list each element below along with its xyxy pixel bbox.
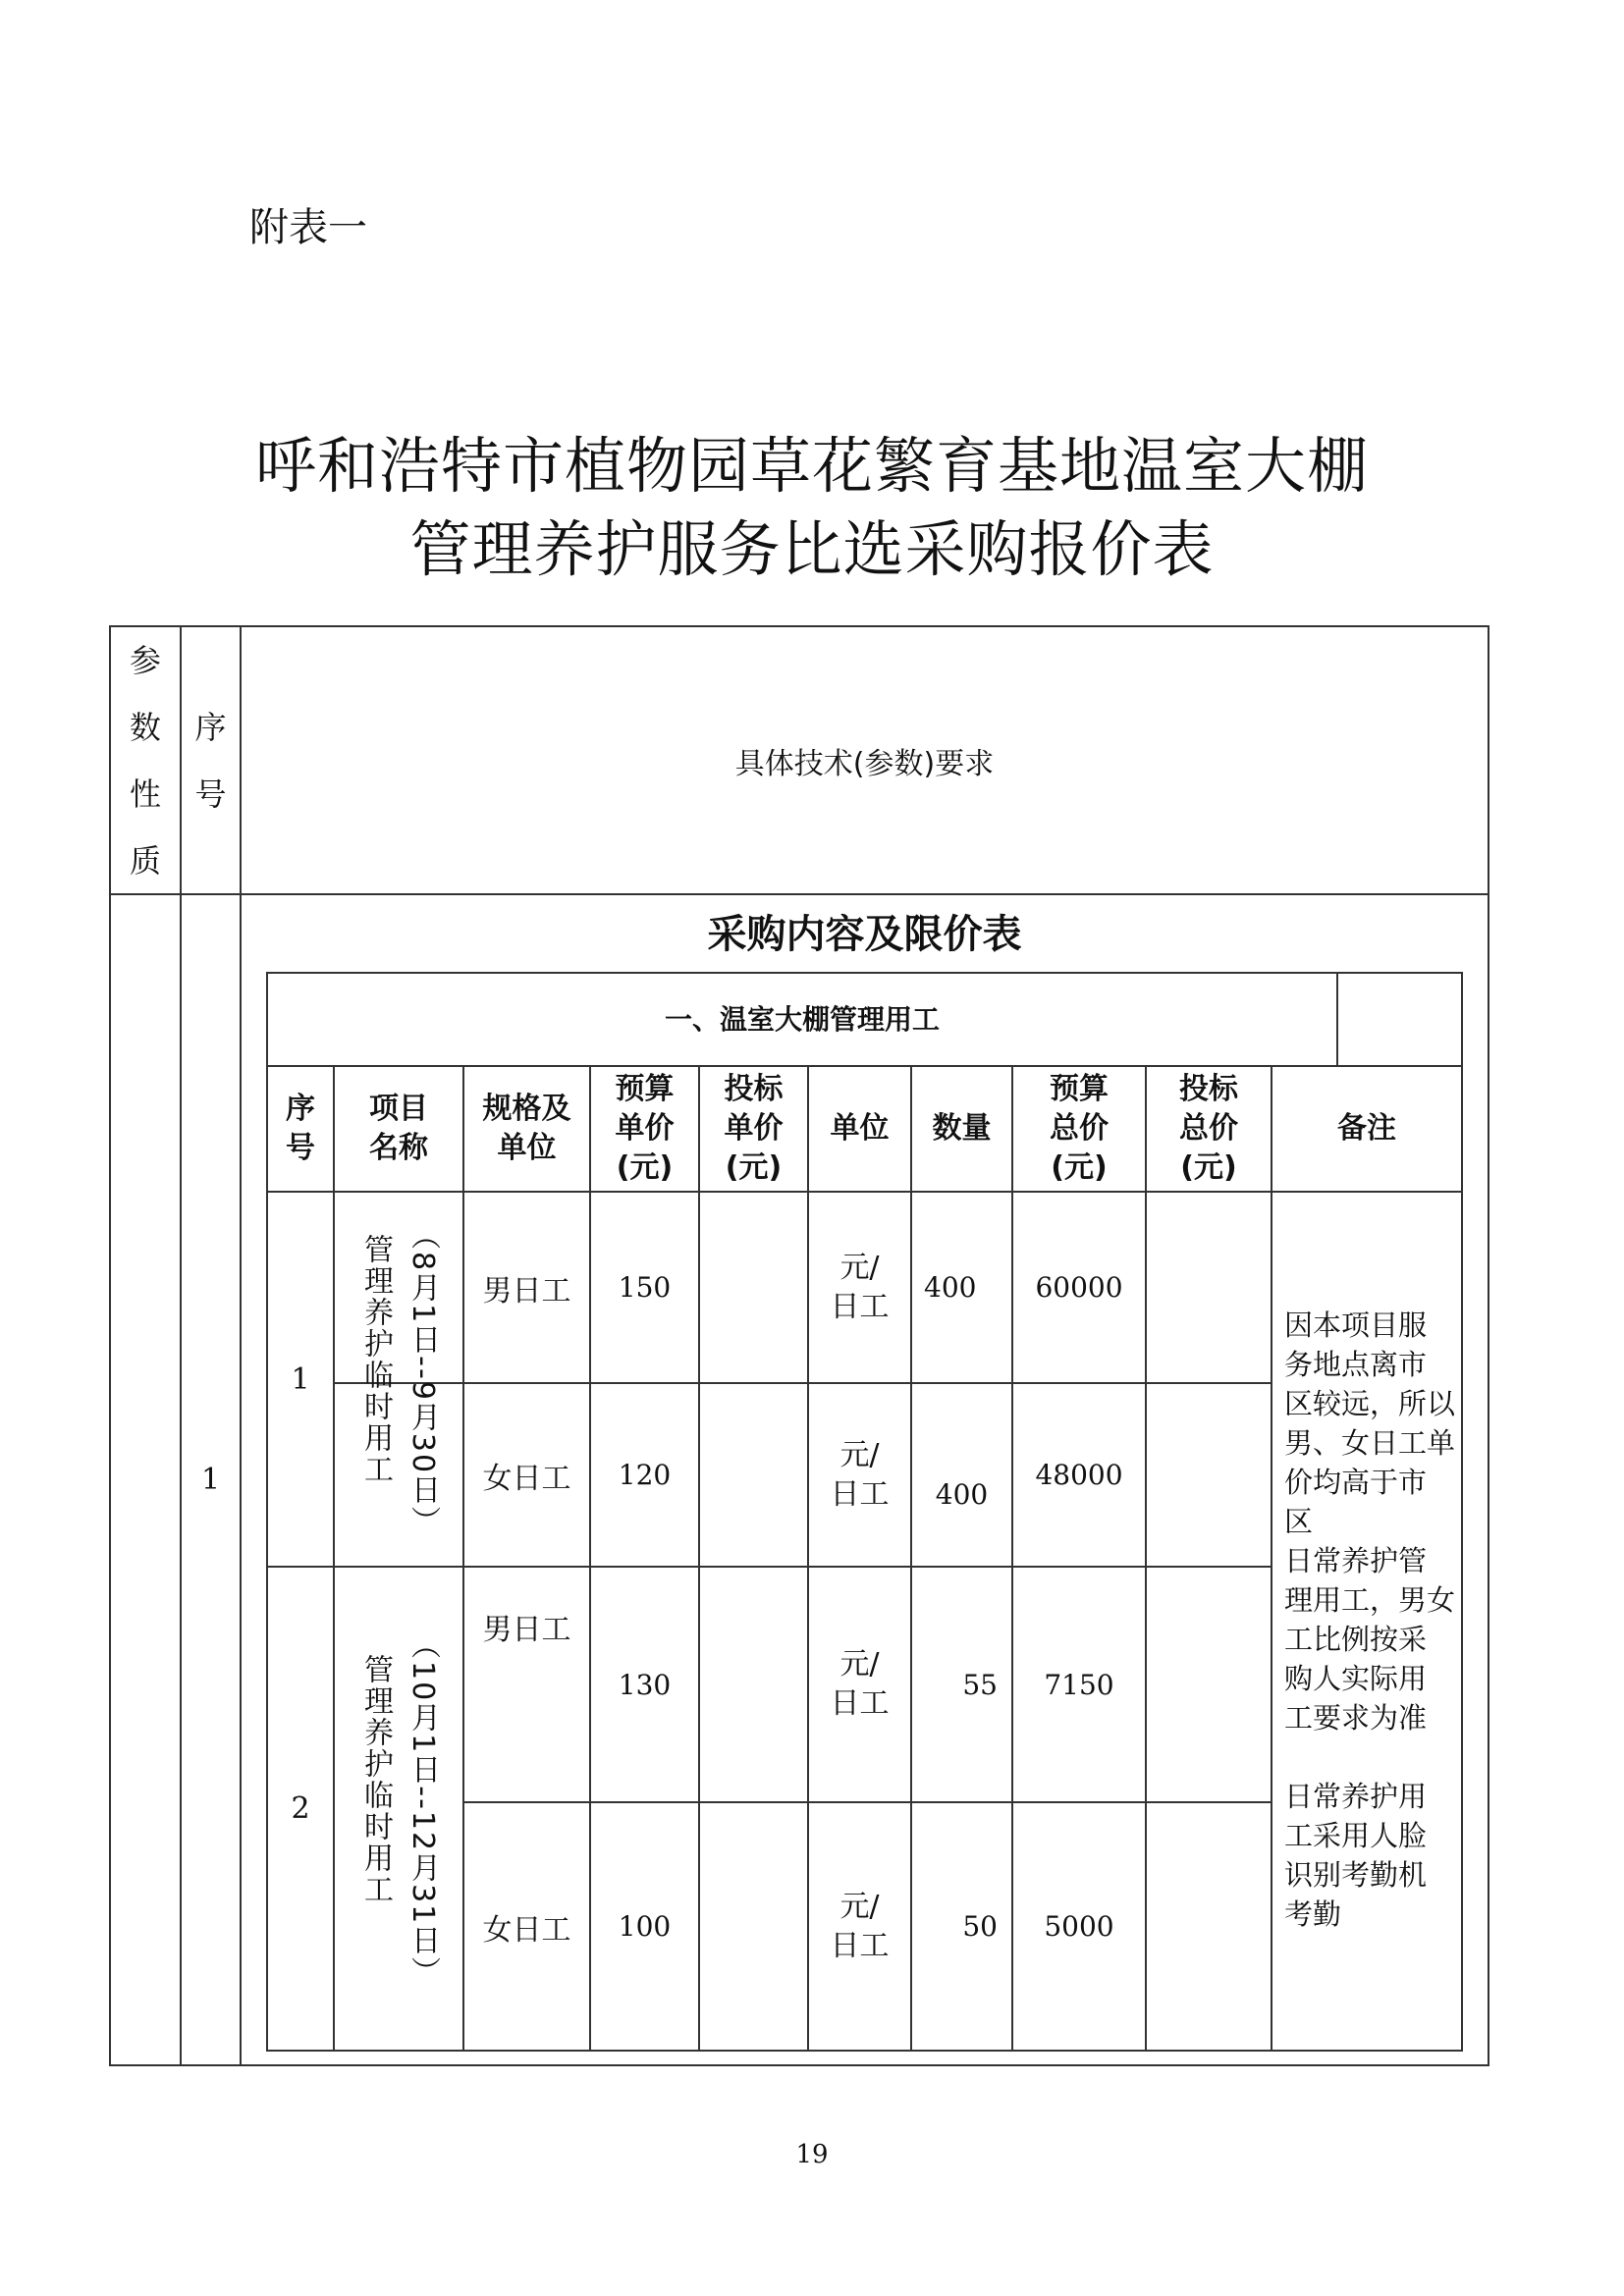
cell-bid-unit-price[interactable]	[700, 1568, 807, 1801]
header-char: 参	[129, 641, 161, 679]
cell-bid-total[interactable]	[1147, 1384, 1271, 1566]
cell-unit: 元/ 日工	[830, 1437, 890, 1512]
cell-spec: 男日工	[482, 1273, 571, 1308]
section-title: 一、温室大棚管理用工	[664, 1002, 940, 1036]
inner-bottom-border	[266, 2050, 1463, 2052]
col-header-remark: 备注	[1337, 1111, 1396, 1146]
cell-quantity: 55	[962, 1668, 998, 1701]
cell-budget-unit-price: 150	[618, 1271, 672, 1304]
cell-quantity: 50	[962, 1910, 998, 1943]
cell-spec: 女日工	[482, 1912, 571, 1948]
col-header-bid-unit-price: 投标 单价 (元)	[724, 1072, 784, 1185]
cell-budget-total: 5000	[1044, 1910, 1114, 1943]
col-header-bid-total: 投标 总价 (元)	[1179, 1072, 1238, 1185]
appendix-label: 附表一	[249, 205, 367, 250]
header-char: 数	[129, 708, 161, 746]
cell-unit: 元/ 日工	[830, 1647, 890, 1721]
cell-quantity: 400	[924, 1271, 977, 1304]
group-name	[335, 1568, 462, 2050]
cell-bid-total[interactable]	[1147, 1568, 1271, 1801]
outer-header-divider	[109, 893, 1489, 895]
header-param-nature	[111, 627, 180, 893]
col-header-budget-total: 预算 总价 (元)	[1050, 1072, 1109, 1185]
cell-bid-unit-price[interactable]	[700, 1803, 807, 2050]
cell-bid-total[interactable]	[1147, 1193, 1271, 1382]
document-title-line2: 管理养护服务比选采购报价表	[409, 513, 1215, 585]
inner-right-border	[1461, 972, 1463, 2052]
page-number: 19	[795, 2140, 829, 2169]
group-seq: 1	[291, 1362, 310, 1397]
group-seq: 2	[291, 1791, 310, 1826]
cell-budget-total: 48000	[1035, 1459, 1123, 1491]
col-header-unit: 单位	[830, 1111, 890, 1146]
header-char: 质	[129, 841, 161, 880]
cell-bid-unit-price[interactable]	[700, 1384, 807, 1566]
cell-budget-total: 60000	[1035, 1271, 1123, 1304]
cell-spec: 女日工	[482, 1461, 571, 1496]
outer-row-seq: 1	[200, 1463, 221, 1497]
cell-budget-unit-price: 100	[618, 1910, 672, 1943]
inner-col-divider	[1271, 1065, 1272, 2052]
header-char: 序	[194, 708, 227, 746]
col-header-quantity: 数量	[932, 1111, 992, 1146]
col-header-name: 项目 名称	[369, 1092, 428, 1165]
cell-budget-total: 7150	[1044, 1668, 1114, 1701]
header-char: 性	[129, 774, 161, 813]
cell-budget-unit-price: 120	[618, 1459, 672, 1491]
outer-right-border	[1488, 625, 1489, 2066]
col-header-seq: 序 号	[286, 1092, 315, 1165]
cell-unit: 元/ 日工	[830, 1889, 890, 1963]
cell-bid-unit-price[interactable]	[700, 1193, 807, 1382]
header-char: 号	[194, 774, 227, 813]
col-header-spec: 规格及 单位	[482, 1092, 571, 1165]
cell-unit: 元/ 日工	[830, 1250, 890, 1324]
cell-budget-unit-price: 130	[618, 1668, 672, 1701]
header-requirements: 具体技术(参数)要求	[734, 746, 995, 781]
inner-section-col	[1336, 972, 1338, 1065]
col-header-budget-unit-price: 预算 单价 (元)	[615, 1072, 675, 1185]
group-name	[335, 1193, 462, 1566]
group-name-main: 管理养护临时用工	[358, 1234, 393, 1485]
inner-table-title: 采购内容及限价表	[707, 912, 1022, 957]
outer-bottom-border	[109, 2064, 1489, 2066]
header-seq	[182, 627, 240, 893]
cell-spec: 男日工	[482, 1613, 571, 1647]
document-title-line1: 呼和浩特市植物园草花繁育基地温室大棚	[254, 430, 1369, 502]
cell-quantity: 400	[935, 1478, 989, 1511]
group-name-main: 管理养护临时用工	[358, 1653, 393, 1905]
group-period: （8月1日--9月30日）	[406, 1220, 440, 1538]
cell-bid-total[interactable]	[1147, 1803, 1271, 2050]
group-period: （10月1日--12月31日）	[406, 1629, 440, 1989]
remark-text: 因本项目服 务地点离市 区较远，所以 男、女日工单 价均高于市 区 日常养护管 理用工，男女 工比例按采 购人实际用 工要求为准 日常养护用 工采用人脸 识别考勤机 考勤	[1284, 1308, 1456, 1931]
